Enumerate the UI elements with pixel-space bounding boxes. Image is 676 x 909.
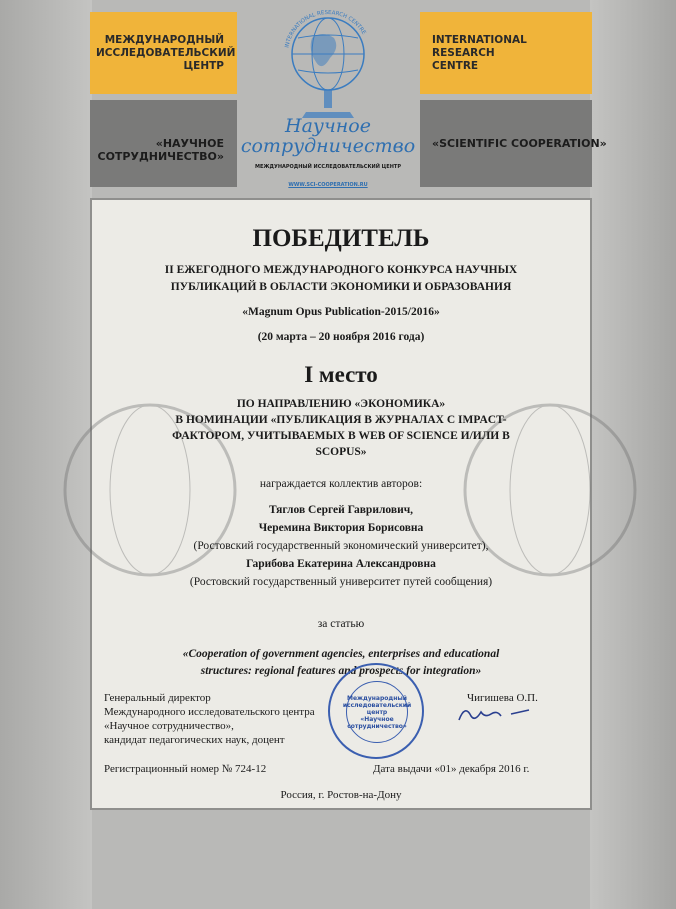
signer-title <box>104 691 315 747</box>
for-article-label: за статью <box>317 618 365 630</box>
direction-line: SCOPUS» <box>315 446 367 458</box>
author-line: Гарибова Екатерина Александровна <box>246 558 436 570</box>
en-org-line: INTERNATIONAL <box>432 34 527 46</box>
official-stamp <box>328 663 424 759</box>
en-org-name <box>432 34 527 73</box>
place: I место <box>304 362 378 387</box>
stamp-line: исследовательский центр <box>342 701 412 716</box>
issue-place: Россия, г. Ростов-на-Дону <box>280 789 402 801</box>
stamp-line: Международный <box>347 694 407 702</box>
signature <box>455 702 535 726</box>
direction-line: В НОМИНАЦИИ «ПУБЛИКАЦИЯ В ЖУРНАЛАХ С IMPACT- <box>175 414 507 426</box>
ru-center-name-text: «НАУЧНОЕ СОТРУДНИЧЕСТВО» <box>97 137 224 163</box>
author-affiliation: (Ростовский государственный экономический университет), <box>193 540 489 552</box>
awarded-text: награждается коллектив авторов: <box>259 478 423 490</box>
en-center-name: «SCIENTIFIC COOPERATION» <box>432 137 607 150</box>
signer-name: Чигишева О.П. <box>467 692 538 704</box>
logo-subtitle: МЕЖДУНАРОДНЫЙ ИССЛЕДОВАТЕЛЬСКИЙ ЦЕНТР <box>255 164 401 170</box>
logo-url: WWW.SCI-COOPERATION.RU <box>288 182 368 188</box>
signer-title-line: Международного исследовательского центра <box>104 706 315 718</box>
issue-date: Дата выдачи «01» декабря 2016 г. <box>373 763 530 775</box>
ru-org-line: ЦЕНТР <box>183 60 224 72</box>
en-org-line: CENTRE <box>432 60 479 72</box>
logo-title-line1: Научное <box>285 115 371 137</box>
signer-title-line: кандидат педагогических наук, доцент <box>104 734 285 746</box>
certificate-title: ПОБЕДИТЕЛЬ <box>252 225 430 252</box>
direction-line: ФАКТОРОМ, УЧИТЫВАЕМЫХ В WEB OF SCIENCE И/ИЛИ В <box>172 430 510 442</box>
ru-org-name <box>96 34 236 73</box>
globe-icon <box>240 8 416 128</box>
ru-center-name <box>92 137 224 163</box>
contest-line: ПУБЛИКАЦИЙ В ОБЛАСТИ ЭКОНОМИКИ И ОБРАЗОВАНИЯ <box>170 281 512 293</box>
ru-org-line: ИССЛЕДОВАТЕЛЬСКИЙ <box>96 47 236 59</box>
author-line: Черемина Виктория Борисовна <box>258 522 424 534</box>
signer-title-line: Генеральный директор <box>104 692 211 704</box>
logo <box>240 8 416 194</box>
stamp-line: сотрудничество» <box>347 722 407 730</box>
article-title-line: «Cooperation of government agencies, enterprises and educational <box>182 648 500 660</box>
contest-line: II ЕЖЕГОДНОГО МЕЖДУНАРОДНОГО КОНКУРСА НАУЧНЫХ <box>164 264 518 276</box>
contest-name: «Magnum Opus Publication-2015/2016» <box>242 306 440 318</box>
article-title-line: structures: regional features and prospects for integration» <box>200 665 482 677</box>
stamp-line: «Научное <box>360 715 394 723</box>
en-org-line: RESEARCH <box>432 47 495 59</box>
logo-title-line2: сотрудничество <box>240 135 416 157</box>
svg-text:INTERNATIONAL RESEARCH CENTRE: INTERNATIONAL RESEARCH CENTRE <box>284 9 367 49</box>
direction-line: ПО НАПРАВЛЕНИЮ «ЭКОНОМИКА» <box>236 398 446 410</box>
contest-dates: (20 марта – 20 ноября 2016 года) <box>257 331 425 343</box>
signer-title-line: «Научное сотрудничество», <box>104 720 234 732</box>
registration-number: Регистрационный номер № 724-12 <box>104 763 267 775</box>
author-line: Тяглов Сергей Гаврилович, <box>268 504 414 516</box>
author-affiliation: (Ростовский государственный университет путей сообщения) <box>189 576 493 588</box>
ru-org-line: МЕЖДУНАРОДНЫЙ <box>104 34 224 46</box>
